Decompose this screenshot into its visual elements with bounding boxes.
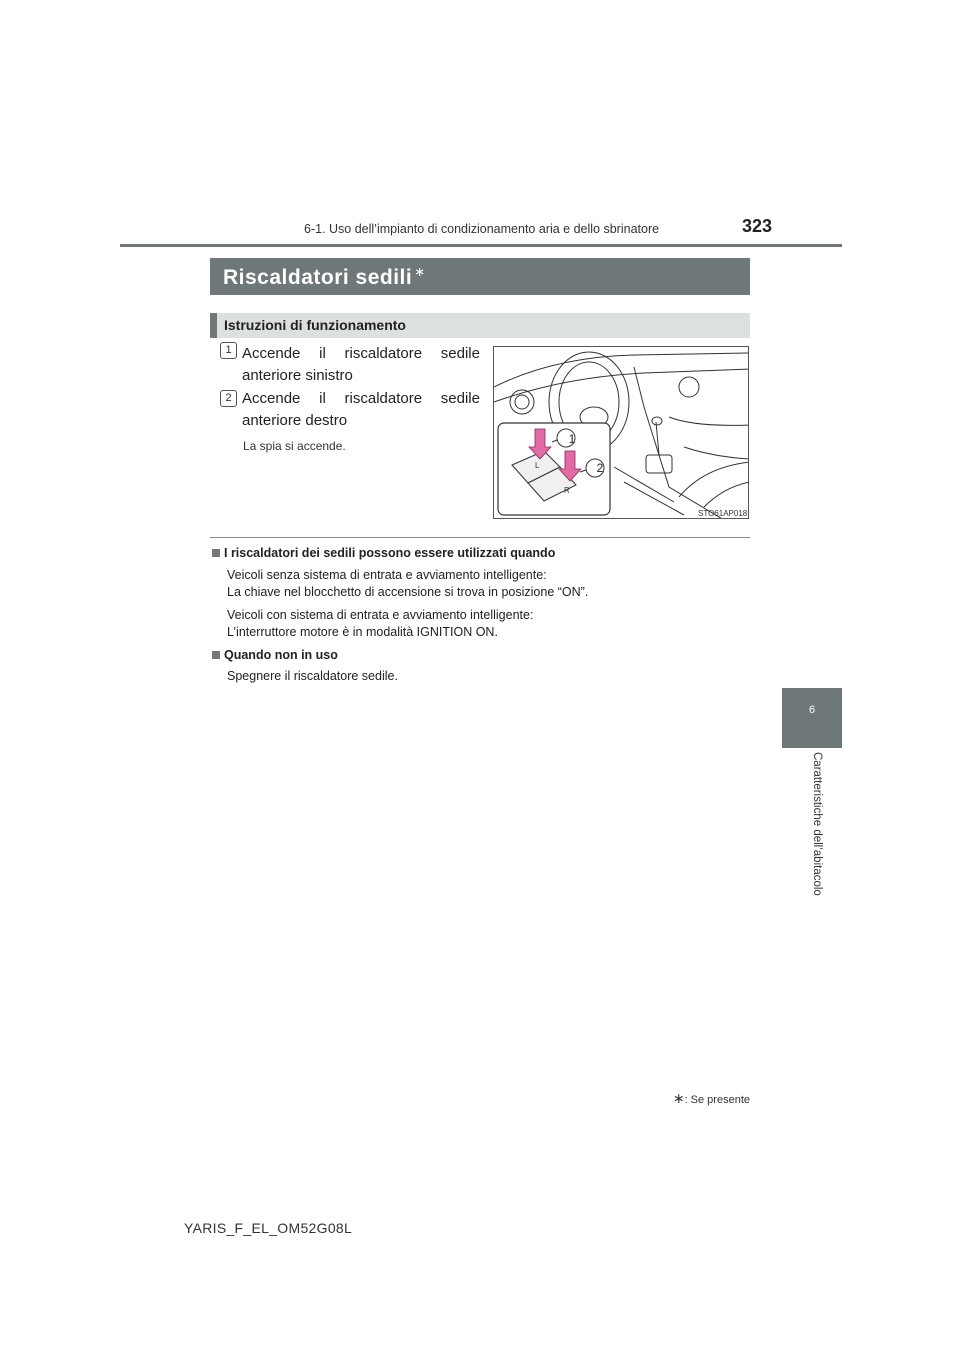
figure-callout-2: 2 bbox=[596, 461, 604, 475]
footnote-marker: ∗ bbox=[672, 1090, 685, 1106]
header-rule bbox=[120, 244, 842, 247]
chapter-number: 6 bbox=[808, 704, 816, 716]
footnote-text: : Se presente bbox=[684, 1094, 750, 1106]
step-1-text: Accende il riscaldatore sedile anteriore sinistro bbox=[242, 345, 480, 384]
section-title-banner bbox=[210, 258, 750, 295]
optional-marker: ∗ bbox=[414, 264, 426, 279]
step-2-text: Accende il riscaldatore sedile anteriore destro bbox=[242, 390, 480, 429]
seat-heater-switch-illustration bbox=[493, 346, 749, 519]
section-divider bbox=[210, 537, 750, 538]
figure-callout-1: 1 bbox=[568, 432, 576, 446]
dashboard-drawing bbox=[494, 347, 749, 519]
bullet-square-icon bbox=[212, 651, 220, 659]
step-number-badge: 2 bbox=[220, 390, 237, 407]
note-heading-text: I riscaldatori dei sedili possono essere utilizzati quando bbox=[224, 546, 556, 560]
note-body bbox=[227, 567, 747, 641]
bullet-square-icon bbox=[212, 549, 220, 557]
note-heading bbox=[212, 546, 555, 560]
section-title: Riscaldatori sedili bbox=[223, 266, 413, 289]
note-paragraph: Veicoli senza sistema di entrata e avviamento intelligente: bbox=[227, 568, 547, 582]
subsection-title-banner bbox=[210, 313, 750, 338]
subsection-title: Istruzioni di funzionamento bbox=[224, 317, 406, 333]
chapter-title: Caratteristiche dell’abitacolo bbox=[811, 752, 823, 896]
page-number: 323 bbox=[742, 216, 773, 236]
chapter-tab bbox=[782, 688, 842, 748]
switch-left-label: L bbox=[535, 461, 540, 470]
note-paragraph: La chiave nel blocchetto di accensione si trova in posizione “ON”. bbox=[227, 585, 589, 599]
running-header-title: 6-1. Uso dell’impianto di condizionamento aria e dello sbrinatore bbox=[304, 222, 660, 236]
step-note: La spia si accende. bbox=[243, 439, 346, 453]
step-number-badge: 1 bbox=[220, 342, 237, 359]
footnote bbox=[600, 1090, 750, 1107]
switch-right-label: R bbox=[564, 486, 570, 495]
note-paragraph: L’interruttore motore è in modalità IGNITION ON. bbox=[227, 625, 498, 639]
note-heading bbox=[212, 648, 338, 662]
manual-code: YARIS_F_EL_OM52G08L bbox=[184, 1220, 353, 1236]
figure-code: STO61AP018 bbox=[698, 509, 748, 518]
note-paragraph: Veicoli con sistema di entrata e avviamento intelligente: bbox=[227, 608, 534, 622]
note-heading-text: Quando non in uso bbox=[224, 648, 338, 662]
note-body bbox=[227, 668, 747, 685]
note-paragraph: Spegnere il riscaldatore sedile. bbox=[227, 669, 398, 683]
